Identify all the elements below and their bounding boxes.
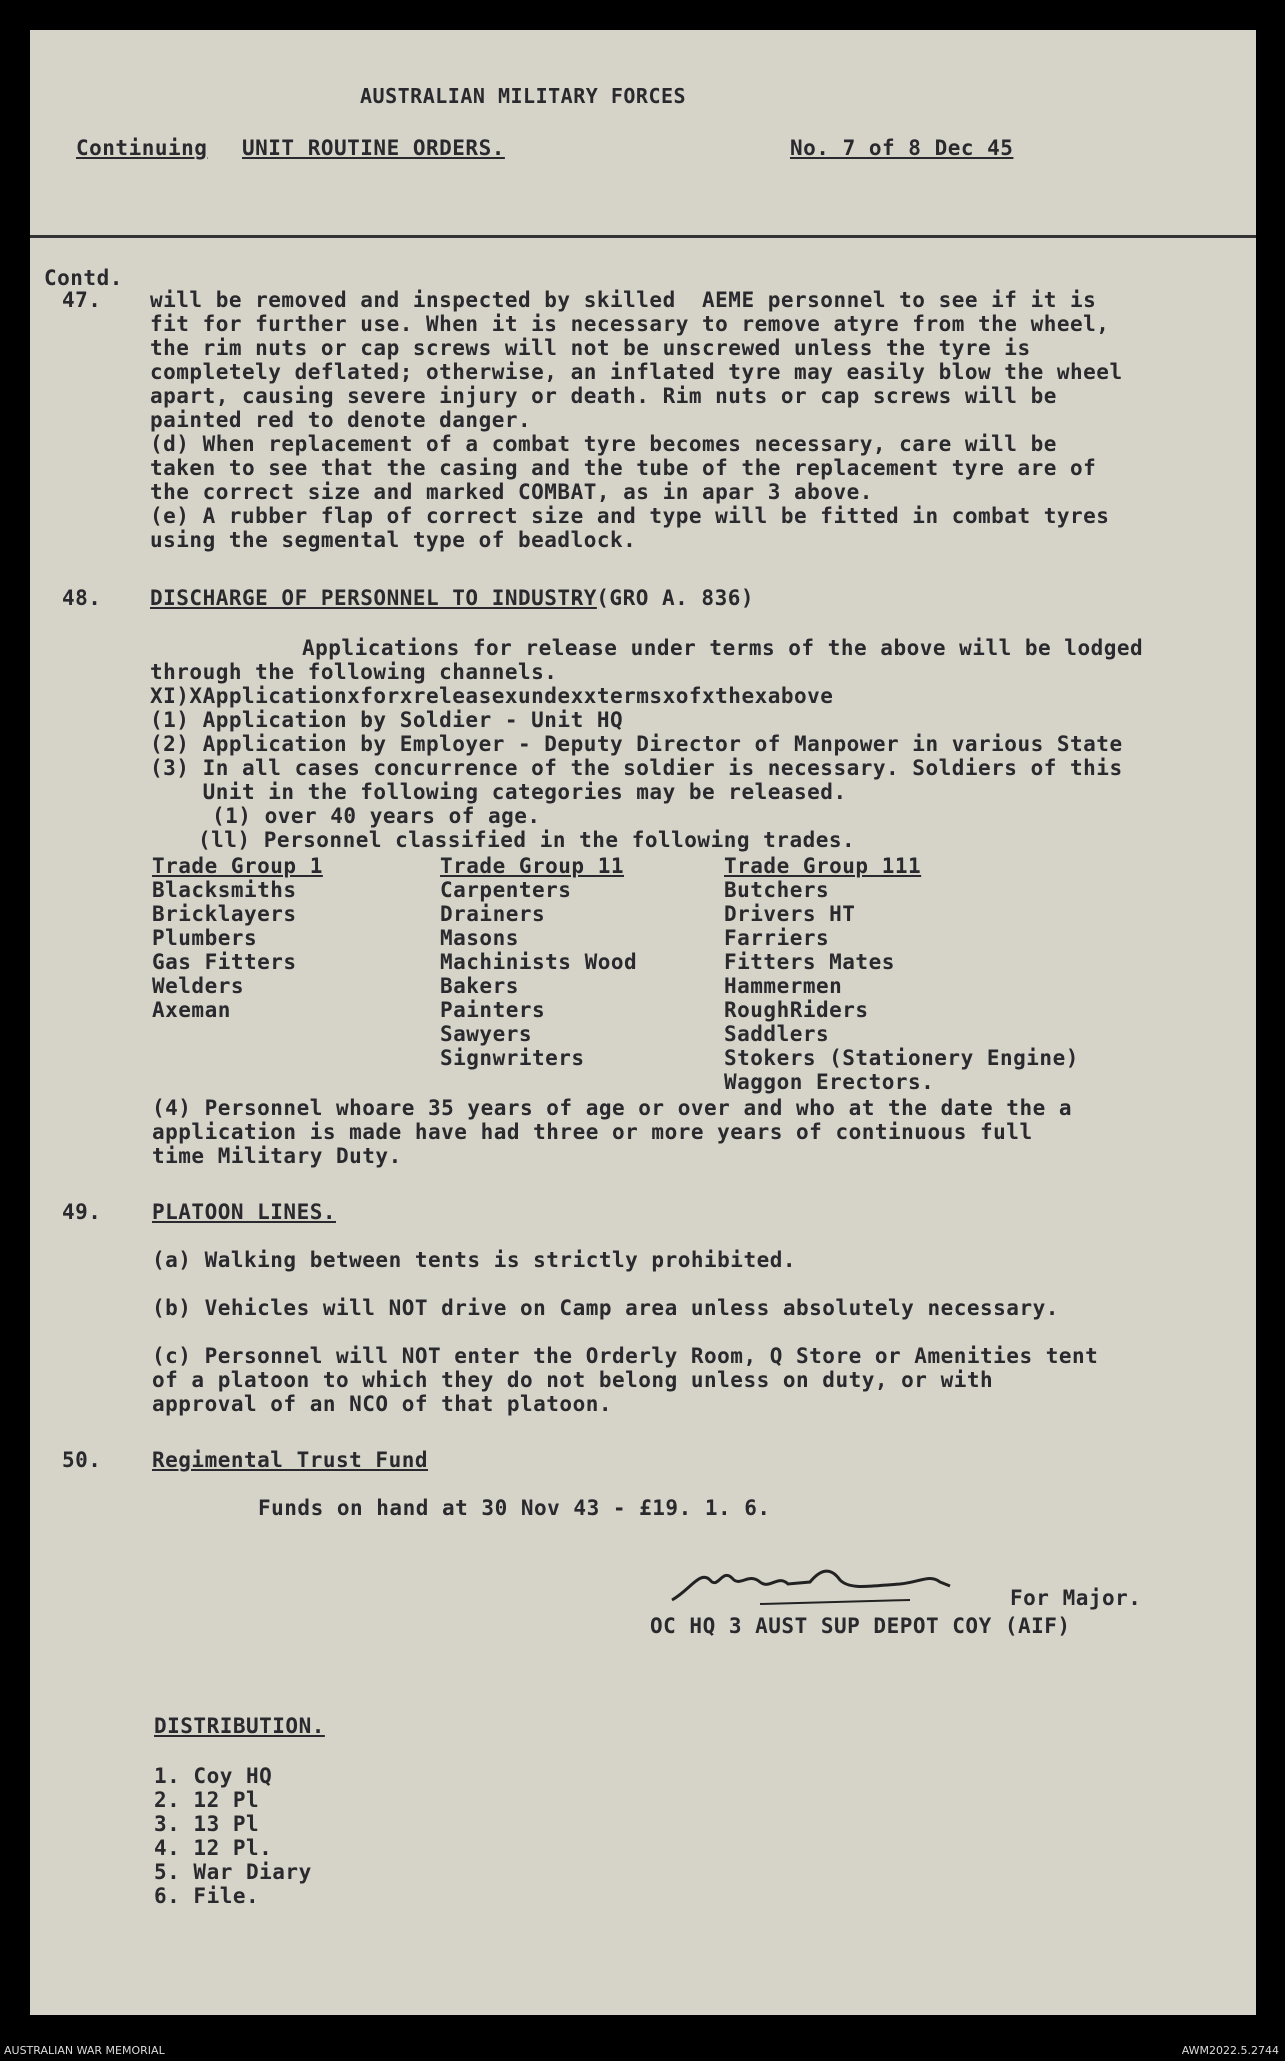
trade-item: Hammermen xyxy=(724,974,843,998)
section-50-heading: Regimental Trust Fund xyxy=(152,1448,429,1472)
trade-item: Blacksmiths xyxy=(152,878,297,902)
trade-item: Gas Fitters xyxy=(152,950,297,974)
text-line: (d) When replacement of a combat tyre becomes necessary, care will be xyxy=(150,432,1057,456)
list-item: (2) Application by Employer - Deputy Director of Manpower in various State xyxy=(150,732,1123,756)
archive-footer xyxy=(0,2041,1285,2061)
trade-item: RoughRiders xyxy=(724,998,869,1022)
trade-item: Plumbers xyxy=(152,926,258,950)
trade-item: Axeman xyxy=(152,998,231,1022)
distribution-item: 1. Coy HQ xyxy=(154,1764,273,1788)
text-line: fit for further use. When it is necessary to remove atyre from the wheel, xyxy=(150,312,1110,336)
distribution-heading: DISTRIBUTION. xyxy=(154,1714,325,1738)
trade-group-heading: Trade Group 11 xyxy=(440,854,625,878)
order-number: No. 7 of 8 Dec 45 xyxy=(790,136,1014,160)
text-line: apart, causing severe injury or death. Rim nuts or cap screws will be xyxy=(150,384,1057,408)
header-rule xyxy=(30,235,1256,238)
text-line: the correct size and marked COMBAT, as in apar 3 above. xyxy=(150,480,873,504)
sub-item: (1) over 40 years of age. xyxy=(212,804,541,828)
trade-item: Signwriters xyxy=(440,1046,585,1070)
distribution-item: 5. War Diary xyxy=(154,1860,312,1884)
list-item: approval of an NCO of that platoon. xyxy=(152,1392,613,1416)
text-line: through the following channels. xyxy=(150,660,558,684)
struck-out-line: XI)XApplicationxforxreleasexundexxtermsxofxthexabove xyxy=(150,684,834,708)
document-page xyxy=(30,30,1256,2015)
list-item: time Military Duty. xyxy=(152,1144,402,1168)
document-title: AUSTRALIAN MILITARY FORCES xyxy=(360,84,687,108)
unit-designation: OC HQ 3 AUST SUP DEPOT COY (AIF) xyxy=(650,1614,1071,1638)
trade-item: Bakers xyxy=(440,974,519,998)
trade-item: Bricklayers xyxy=(152,902,297,926)
contd-label: Contd. xyxy=(44,266,123,290)
trade-item: Drivers HT xyxy=(724,902,856,926)
trade-item: Saddlers xyxy=(724,1022,830,1046)
trade-item: Stokers (Stationery Engine) xyxy=(724,1046,1079,1070)
list-item: (c) Personnel will NOT enter the Orderly Room, Q Store or Amenities tent xyxy=(152,1344,1099,1368)
text-line: the rim nuts or cap screws will not be unscrewed unless the tyre is xyxy=(150,336,1031,360)
section-48-heading: DISCHARGE OF PERSONNEL TO INDUSTRY xyxy=(150,586,597,610)
list-item: of a platoon to which they do not belong unless on duty, or with xyxy=(152,1368,994,1392)
section-49-number: 49. xyxy=(62,1200,102,1224)
trade-item: Fitters Mates xyxy=(724,950,895,974)
text-line: taken to see that the casing and the tube of the replacement tyre are of xyxy=(150,456,1097,480)
list-item: Unit in the following categories may be released. xyxy=(150,780,847,804)
distribution-item: 2. 12 Pl xyxy=(154,1788,260,1812)
trade-item: Farriers xyxy=(724,926,830,950)
trade-item: Butchers xyxy=(724,878,830,902)
section-50-number: 50. xyxy=(62,1448,102,1472)
section-48-reference: - (GRO A. 836) xyxy=(570,586,755,610)
text-line: painted red to denote danger. xyxy=(150,408,532,432)
footer-accession-number: AWM2022.5.2744 xyxy=(1181,2044,1279,2057)
distribution-item: 3. 13 Pl xyxy=(154,1812,260,1836)
list-item: (4) Personnel whoare 35 years of age or over and who at the date the a xyxy=(152,1096,1073,1120)
trade-item: Sawyers xyxy=(440,1022,533,1046)
list-item: (b) Vehicles will NOT drive on Camp area unless absolutely necessary. xyxy=(152,1296,1059,1320)
text-line: using the segmental type of beadlock. xyxy=(150,528,637,552)
section-49-heading: PLATOON LINES. xyxy=(152,1200,337,1224)
list-item: application is made have had three or more years of continuous full xyxy=(152,1120,1033,1144)
trade-item: Masons xyxy=(440,926,519,950)
text-line: completely deflated; otherwise, an inflated tyre may easily blow the wheel xyxy=(150,360,1123,384)
list-item: (1) Application by Soldier - Unit HQ xyxy=(150,708,624,732)
trade-item: Machinists Wood xyxy=(440,950,638,974)
section-48-number: 48. xyxy=(62,586,102,610)
section-47-number: 47. xyxy=(62,288,102,312)
funds-line: Funds on hand at 30 Nov 43 - £19. 1. 6. xyxy=(258,1496,771,1520)
footer-source: AUSTRALIAN WAR MEMORIAL xyxy=(4,2044,165,2057)
orders-title: UNIT ROUTINE ORDERS. xyxy=(242,136,505,160)
for-major-label: For Major. xyxy=(1010,1586,1142,1610)
trade-item: Waggon Erectors. xyxy=(724,1070,935,1094)
text-line: (e) A rubber flap of correct size and type will be fitted in combat tyres xyxy=(150,504,1110,528)
text-line: Applications for release under terms of the above will be lodged xyxy=(302,636,1144,660)
list-item: (3) In all cases concurrence of the soldier is necessary. Soldiers of this xyxy=(150,756,1123,780)
trade-item: Painters xyxy=(440,998,546,1022)
trade-group-heading: Trade Group 1 xyxy=(152,854,323,878)
trade-group-heading: Trade Group 111 xyxy=(724,854,922,878)
trade-item: Welders xyxy=(152,974,245,998)
distribution-item: 4. 12 Pl. xyxy=(154,1836,273,1860)
continuing-label: Continuing xyxy=(76,136,208,160)
distribution-item: 6. File. xyxy=(154,1884,260,1908)
trade-item: Carpenters xyxy=(440,878,572,902)
text-line: will be removed and inspected by skilled AEME personnel to see if it is xyxy=(150,288,1097,312)
list-item: (a) Walking between tents is strictly prohibited. xyxy=(152,1248,797,1272)
sub-item: (ll) Personnel classified in the following trades. xyxy=(198,828,856,852)
trade-item: Drainers xyxy=(440,902,546,926)
